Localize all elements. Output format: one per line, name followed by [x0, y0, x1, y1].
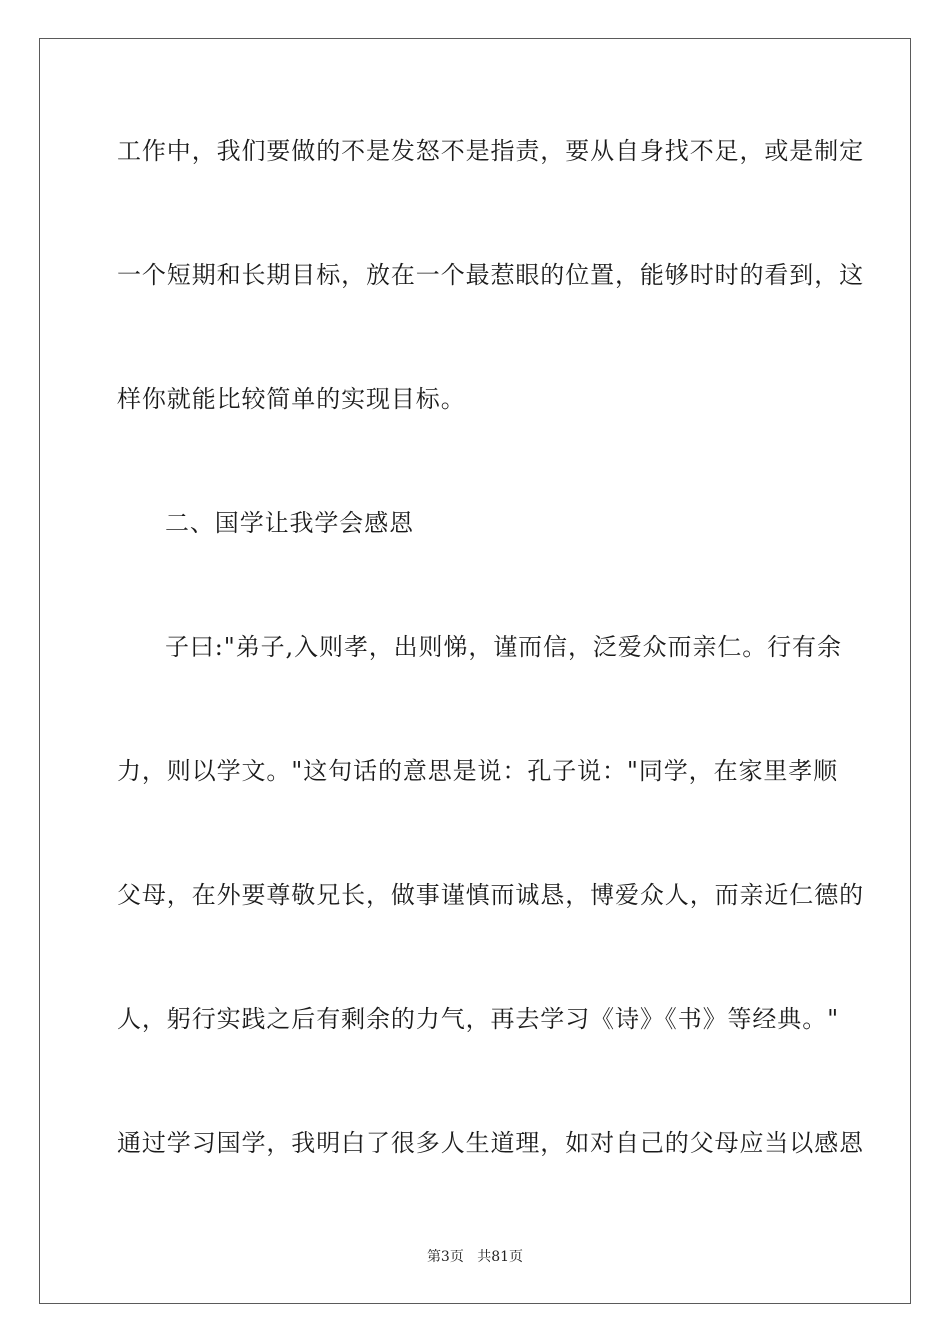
page-number: 第3页: [426, 1249, 464, 1265]
body-line-6: 力，则以学文。"这句话的意思是说：孔子说："同学，在家里孝顺: [117, 757, 839, 785]
page-total: 共81页: [477, 1249, 524, 1265]
body-line-8: 人，躬行实践之后有剩余的力气，再去学习《诗》《书》等经典。": [117, 1005, 840, 1033]
body-line-5: 子曰:"弟子,入则孝，出则悌，谨而信，泛爱众而亲仁。行有余: [165, 633, 842, 661]
body-line-2: 一个短期和长期目标，放在一个最惹眼的位置，能够时时的看到，这: [117, 261, 864, 289]
body-line-3: 样你就能比较简单的实现目标。: [117, 385, 466, 413]
body-line-1: 工作中，我们要做的不是发怒不是指责，要从自身找不足，或是制定: [117, 137, 864, 165]
page-footer: [0, 1248, 950, 1266]
body-line-7: 父母，在外要尊敬兄长，做事谨慎而诚恳，博爱众人，而亲近仁德的: [117, 881, 864, 909]
page-border: [39, 38, 911, 1304]
section-heading: 二、国学让我学会感恩: [165, 509, 414, 537]
body-line-9: 通过学习国学，我明白了很多人生道理，如对自己的父母应当以感恩: [117, 1129, 864, 1157]
